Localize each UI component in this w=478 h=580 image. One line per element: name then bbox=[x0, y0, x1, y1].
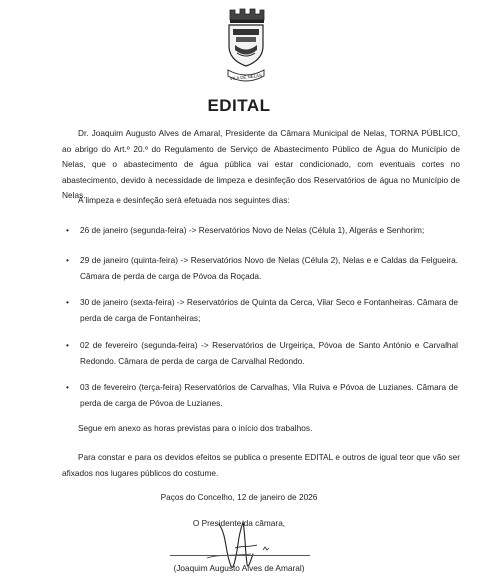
annex-paragraph: Segue em anexo as horas previstas para o início dos trabalhos. bbox=[78, 423, 313, 433]
intro-paragraph: Dr. Joaquim Augusto Alves de Amaral, Presidente da Câmara Municipal de Nelas, TORNA PÚBLICO, ao abrigo do Art.º 20.º do Regulamento de Serviço de Abastecimento Público de Água do Município de Nelas, que o abastecimento de água pública vai estar condicionado, com eventuais cortes no abastecimento, devido à necessidade de limpeza e desinfeção dos Reservatórios de água no Município de Nelas. bbox=[62, 128, 460, 201]
closing-paragraph: Para constar e para os devidos efeitos se publica o presente EDITAL e outros de igual teor que vão ser afixados nos lugares públicos do costume. bbox=[62, 452, 460, 478]
schedule-item: 26 de janeiro (segunda-feira) -> Reservatórios Novo de Nelas (Célula 1), Algerás e Senhorim; bbox=[80, 225, 425, 235]
stamp-mark bbox=[262, 546, 270, 552]
bullet-marker: • bbox=[66, 255, 69, 265]
bullet-marker: • bbox=[66, 340, 69, 350]
signatory-name: (Joaquim Augusto Alves de Amaral) bbox=[173, 563, 305, 573]
crest-motto: VILA DE NELAS bbox=[229, 72, 263, 82]
date-line: Paços do Concelho, 12 de janeiro de 2026 bbox=[160, 492, 318, 502]
schedule-item: 02 de fevereiro (segunda-feira) -> Reservatórios de Urgeiriça, Póvoa de Santo António e Carvalhal Redondo. Câmara de perda de carga de Carvalhal Redondo. bbox=[80, 340, 458, 366]
municipal-crest-logo bbox=[222, 6, 270, 88]
schedule-item: 30 de janeiro (sexta-feira) -> Reservatórios de Quinta da Cerca, Vilar Seco e Fontanheiras. Câmara de perda de carga de Fontanheiras; bbox=[80, 297, 458, 323]
schedule-item: 29 de janeiro (quinta-feira) -> Reservatórios Novo de Nelas (Célula 2), Nelas e e Caldas da Felgueira. Câmara de perda de carga de Póvoa da Roçada. bbox=[80, 255, 458, 281]
schedule-item: 03 de fevereiro (terça-feira) Reservatórios de Carvalhas, Vila Ruiva e Póvoa de Luzianes. Câmara de perda de carga de Póvoa de Luzianes. bbox=[80, 382, 458, 408]
bullet-marker: • bbox=[66, 225, 69, 235]
lead-paragraph: A limpeza e desinfeção será efetuada nos seguintes dias: bbox=[78, 195, 290, 205]
page-title: EDITAL bbox=[207, 96, 271, 115]
signature-line bbox=[170, 555, 310, 556]
bullet-marker: • bbox=[66, 382, 69, 392]
bullet-marker: • bbox=[66, 297, 69, 307]
signatory-role: O Presidente da câmara, bbox=[192, 518, 286, 528]
